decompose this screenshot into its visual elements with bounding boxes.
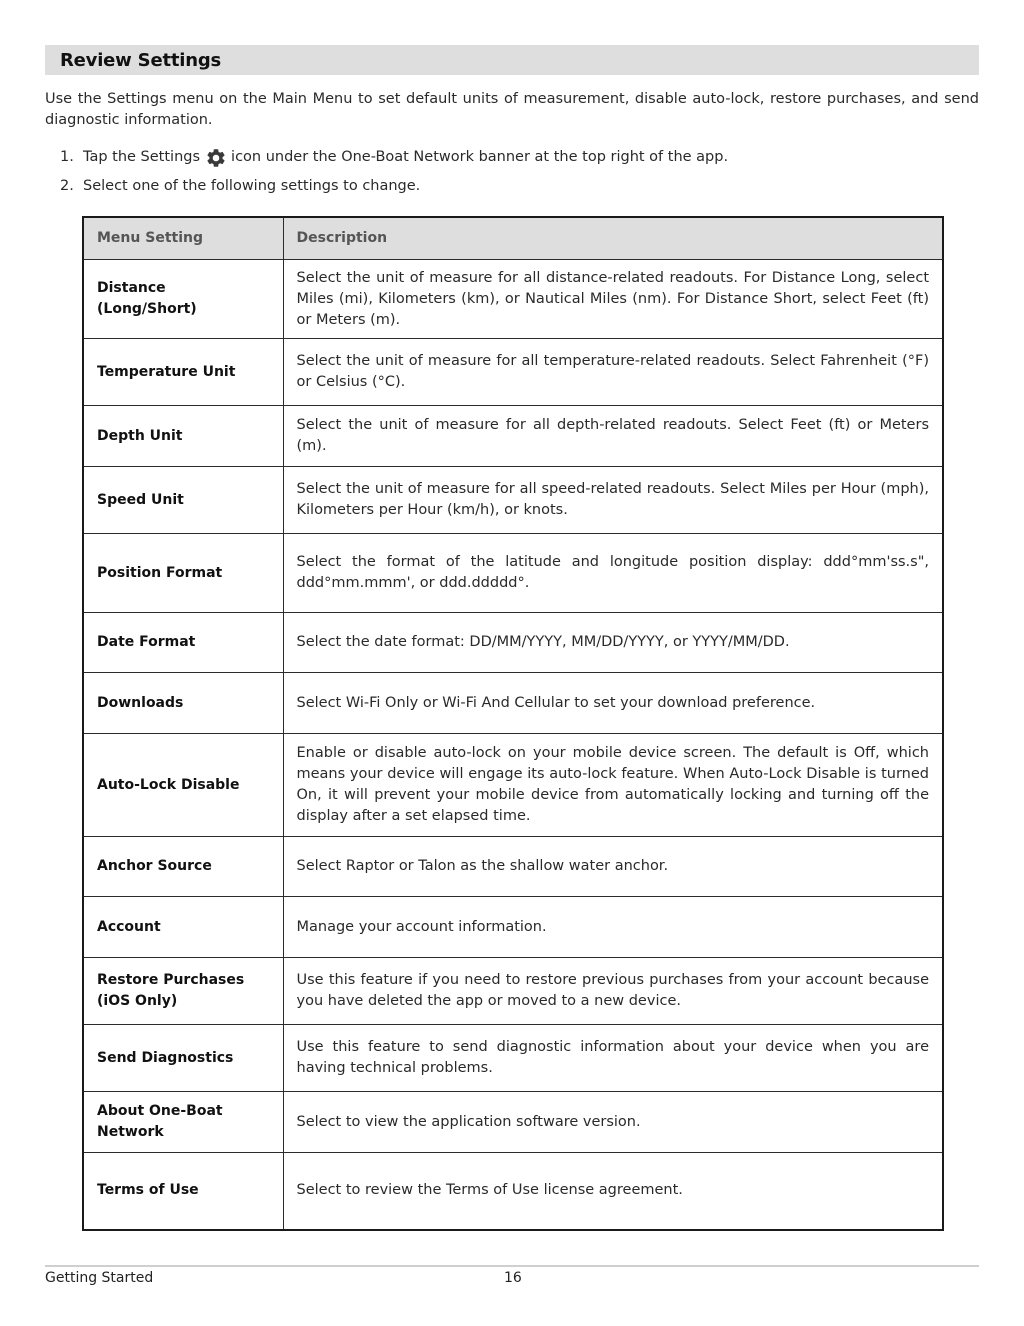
setting-description: Select the format of the latitude and longitude position display: ddd°mm'ss.s", ddd°mm.mmm', or ddd.ddddd°. <box>283 534 943 613</box>
table-row <box>83 260 943 339</box>
setting-name: Depth Unit <box>83 406 283 467</box>
column-header-menu-setting: Menu Setting <box>83 217 283 260</box>
intro-paragraph: Use the Settings menu on the Main Menu to set default units of measurement, disable auto-lock, restore purchases, and send diagnostic information. <box>45 91 979 128</box>
step-number: 2. <box>60 178 74 194</box>
setting-description: Select the unit of measure for all distance-related readouts. For Distance Long, select Miles (mi), Kilometers (km), or Nautical Miles (nm). For Distance Short, select Feet (ft) or Meters (m). <box>283 260 943 339</box>
setting-name: Anchor Source <box>83 837 283 897</box>
steps-list <box>60 147 960 205</box>
step-text: Select one of the following settings to change. <box>83 178 421 194</box>
table-row <box>83 734 943 837</box>
setting-name: Date Format <box>83 613 283 673</box>
step-text-before: Tap the Settings <box>83 149 201 165</box>
setting-description: Enable or disable auto-lock on your mobile device screen. The default is Off, which means your device will engage its auto-lock feature. When Auto-Lock Disable is turned On, it will prevent your mobile device from automatically locking and turning off the display after a set elapsed time. <box>283 734 943 837</box>
setting-description: Select the unit of measure for all depth-related readouts. Select Feet (ft) or Meters (m). <box>283 406 943 467</box>
footer-divider <box>45 1265 979 1267</box>
table-row <box>83 534 943 613</box>
setting-name: About One-Boat Network <box>83 1092 283 1153</box>
setting-name: Speed Unit <box>83 467 283 534</box>
table-row <box>83 613 943 673</box>
gear-icon <box>205 147 227 169</box>
setting-name: Restore Purchases (iOS Only) <box>83 958 283 1025</box>
table-row <box>83 673 943 734</box>
table-row <box>83 406 943 467</box>
setting-name: Account <box>83 897 283 958</box>
setting-name: Terms of Use <box>83 1153 283 1230</box>
setting-name: Temperature Unit <box>83 339 283 406</box>
setting-description: Use this feature if you need to restore previous purchases from your account because you have deleted the app or moved to a new device. <box>283 958 943 1025</box>
footer-page-number: 16 <box>504 1270 522 1286</box>
step-text-after: icon under the One-Boat Network banner at the top right of the app. <box>231 149 729 165</box>
section-header <box>45 45 979 75</box>
table-row <box>83 837 943 897</box>
table-row <box>83 1025 943 1092</box>
table-row <box>83 467 943 534</box>
setting-name: Downloads <box>83 673 283 734</box>
setting-description: Select to review the Terms of Use license agreement. <box>283 1153 943 1230</box>
column-header-description: Description <box>283 217 943 260</box>
table-row <box>83 339 943 406</box>
setting-description: Select to view the application software version. <box>283 1092 943 1153</box>
settings-table <box>82 216 944 1231</box>
table-row <box>83 958 943 1025</box>
table-row <box>83 1092 943 1153</box>
setting-name: Position Format <box>83 534 283 613</box>
step-number: 1. <box>60 149 74 165</box>
setting-description: Select the unit of measure for all temperature-related readouts. Select Fahrenheit (°F) or Celsius (°C). <box>283 339 943 406</box>
section-title: Review Settings <box>60 49 222 71</box>
table-row <box>83 1153 943 1230</box>
table-row <box>83 897 943 958</box>
step-2 <box>60 176 960 197</box>
setting-description: Manage your account information. <box>283 897 943 958</box>
setting-description: Select the unit of measure for all speed-related readouts. Select Miles per Hour (mph), Kilometers per Hour (km/h), or knots. <box>283 467 943 534</box>
setting-name: Distance (Long/Short) <box>83 260 283 339</box>
table-header-row <box>83 217 943 260</box>
setting-description: Select Raptor or Talon as the shallow water anchor. <box>283 837 943 897</box>
step-1 <box>60 147 960 168</box>
footer-section-name: Getting Started <box>45 1270 154 1286</box>
setting-name: Send Diagnostics <box>83 1025 283 1092</box>
setting-description: Use this feature to send diagnostic information about your device when you are having technical problems. <box>283 1025 943 1092</box>
setting-description: Select the date format: DD/MM/YYYY, MM/DD/YYYY, or YYYY/MM/DD. <box>283 613 943 673</box>
setting-name: Auto-Lock Disable <box>83 734 283 837</box>
setting-description: Select Wi-Fi Only or Wi-Fi And Cellular to set your download preference. <box>283 673 943 734</box>
